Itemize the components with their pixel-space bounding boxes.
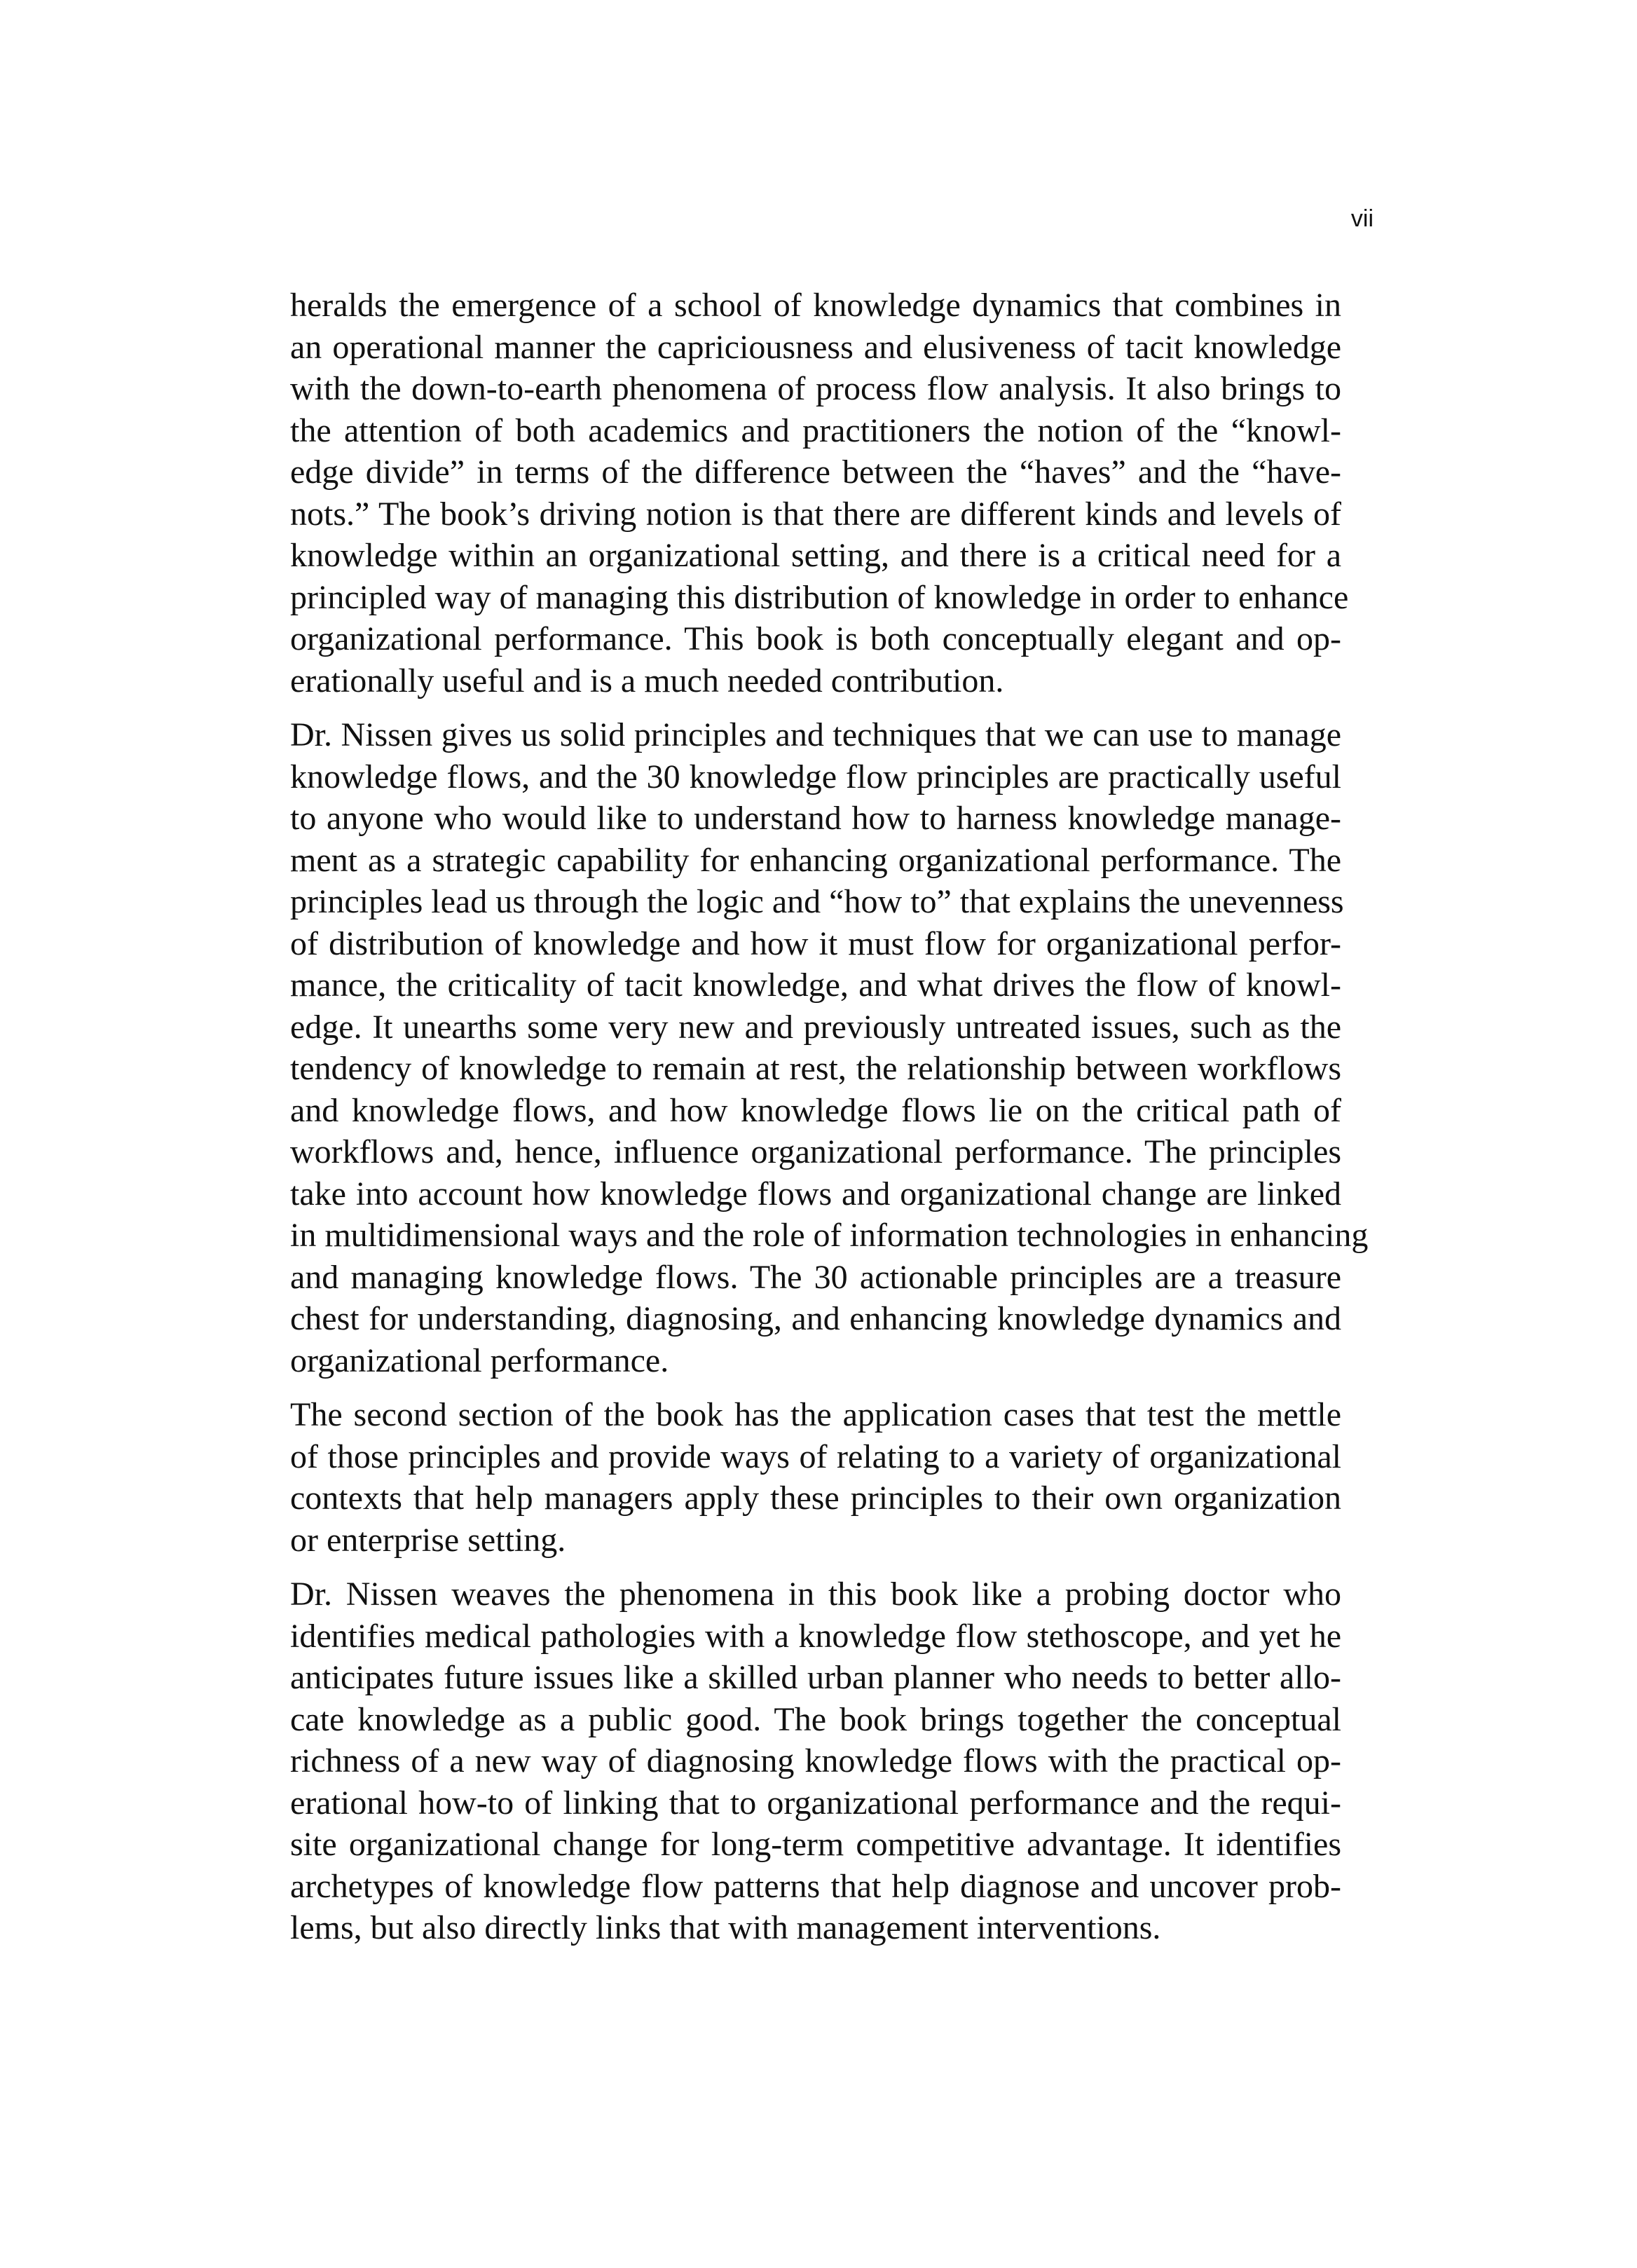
text-line: richness of a new way of diagnosing knowledge flows with the practical op- bbox=[290, 1742, 1341, 1779]
text-line: an operational manner the capriciousness and elusiveness of tacit knowledge bbox=[290, 328, 1341, 366]
text-line: with the down-to-earth phenomena of process flow analysis. It also brings to bbox=[290, 370, 1341, 407]
text-line: Dr. Nissen gives us solid principles and techniques that we can use to manage bbox=[290, 716, 1341, 753]
text-line: tendency of knowledge to remain at rest, the relationship between workflows bbox=[290, 1050, 1341, 1087]
text-line: organizational performance. This book is both conceptually elegant and op- bbox=[290, 620, 1341, 657]
text-line: anticipates future issues like a skilled urban planner who needs to better allo- bbox=[290, 1659, 1341, 1696]
page-number: vii bbox=[1350, 205, 1374, 232]
text-line: archetypes of knowledge flow patterns that help diagnose and uncover prob- bbox=[290, 1867, 1341, 1905]
paragraph-1 bbox=[290, 285, 1349, 702]
paragraph-3 bbox=[290, 1394, 1341, 1561]
text-line: and knowledge flows, and how knowledge flows lie on the critical path of bbox=[290, 1091, 1341, 1129]
text-line: of distribution of knowledge and how it must flow for organizational perfor- bbox=[290, 924, 1341, 962]
text-line: erational how-to of linking that to organizational performance and the requi- bbox=[290, 1784, 1341, 1822]
text-line: in multidimensional ways and the role of information technologies in enhancing bbox=[290, 1217, 1369, 1254]
body-text bbox=[290, 285, 1369, 1962]
text-line: mance, the criticality of tacit knowledge, and what drives the flow of knowl- bbox=[290, 966, 1341, 1004]
text-line: lems, but also directly links that with management interventions. bbox=[290, 1909, 1161, 1946]
text-line: take into account how knowledge flows and organizational change are linked bbox=[290, 1175, 1341, 1212]
text-line: The second section of the book has the application cases that test the mettle bbox=[290, 1396, 1341, 1433]
text-line: chest for understanding, diagnosing, and enhancing knowledge dynamics and bbox=[290, 1300, 1341, 1337]
paragraph-2 bbox=[290, 714, 1369, 1381]
text-line: knowledge flows, and the 30 knowledge flow principles are practically useful bbox=[290, 758, 1341, 795]
text-line: of those principles and provide ways of relating to a variety of organizational bbox=[290, 1437, 1341, 1475]
text-line: contexts that help managers apply these principles to their own organization bbox=[290, 1480, 1341, 1517]
text-line: principles lead us through the logic and “how to” that explains the unevenness bbox=[290, 883, 1344, 920]
text-line: Dr. Nissen weaves the phenomena in this book like a probing doctor who bbox=[290, 1576, 1341, 1613]
text-line: knowledge within an organizational setting, and there is a critical need for a bbox=[290, 537, 1341, 574]
text-line: the attention of both academics and practitioners the notion of the “knowl- bbox=[290, 411, 1341, 449]
text-line: site organizational change for long-term competitive advantage. It identifies bbox=[290, 1826, 1341, 1863]
text-line: edge divide” in terms of the difference between the “haves” and the “have- bbox=[290, 453, 1341, 491]
text-line: workflows and, hence, influence organizational performance. The principles bbox=[290, 1133, 1341, 1170]
text-line: heralds the emergence of a school of knowledge dynamics that combines in bbox=[290, 287, 1341, 324]
text-line: cate knowledge as a public good. The book brings together the conceptual bbox=[290, 1700, 1341, 1738]
text-line: erationally useful and is a much needed contribution. bbox=[290, 662, 1004, 699]
text-line: and managing knowledge flows. The 30 actionable principles are a treasure bbox=[290, 1258, 1341, 1296]
text-line: principled way of managing this distribution of knowledge in order to enhance bbox=[290, 578, 1349, 616]
text-line: organizational performance. bbox=[290, 1341, 669, 1379]
text-line: identifies medical pathologies with a knowledge flow stethoscope, and yet he bbox=[290, 1617, 1341, 1655]
text-line: edge. It unearths some very new and previously untreated issues, such as the bbox=[290, 1008, 1341, 1046]
paragraph-4 bbox=[290, 1573, 1341, 1949]
text-line: nots.” The book’s driving notion is that there are different kinds and levels of bbox=[290, 495, 1341, 533]
text-line: or enterprise setting. bbox=[290, 1521, 566, 1559]
text-line: to anyone who would like to understand how to harness knowledge manage- bbox=[290, 800, 1341, 837]
text-line: ment as a strategic capability for enhancing organizational performance. The bbox=[290, 841, 1341, 879]
